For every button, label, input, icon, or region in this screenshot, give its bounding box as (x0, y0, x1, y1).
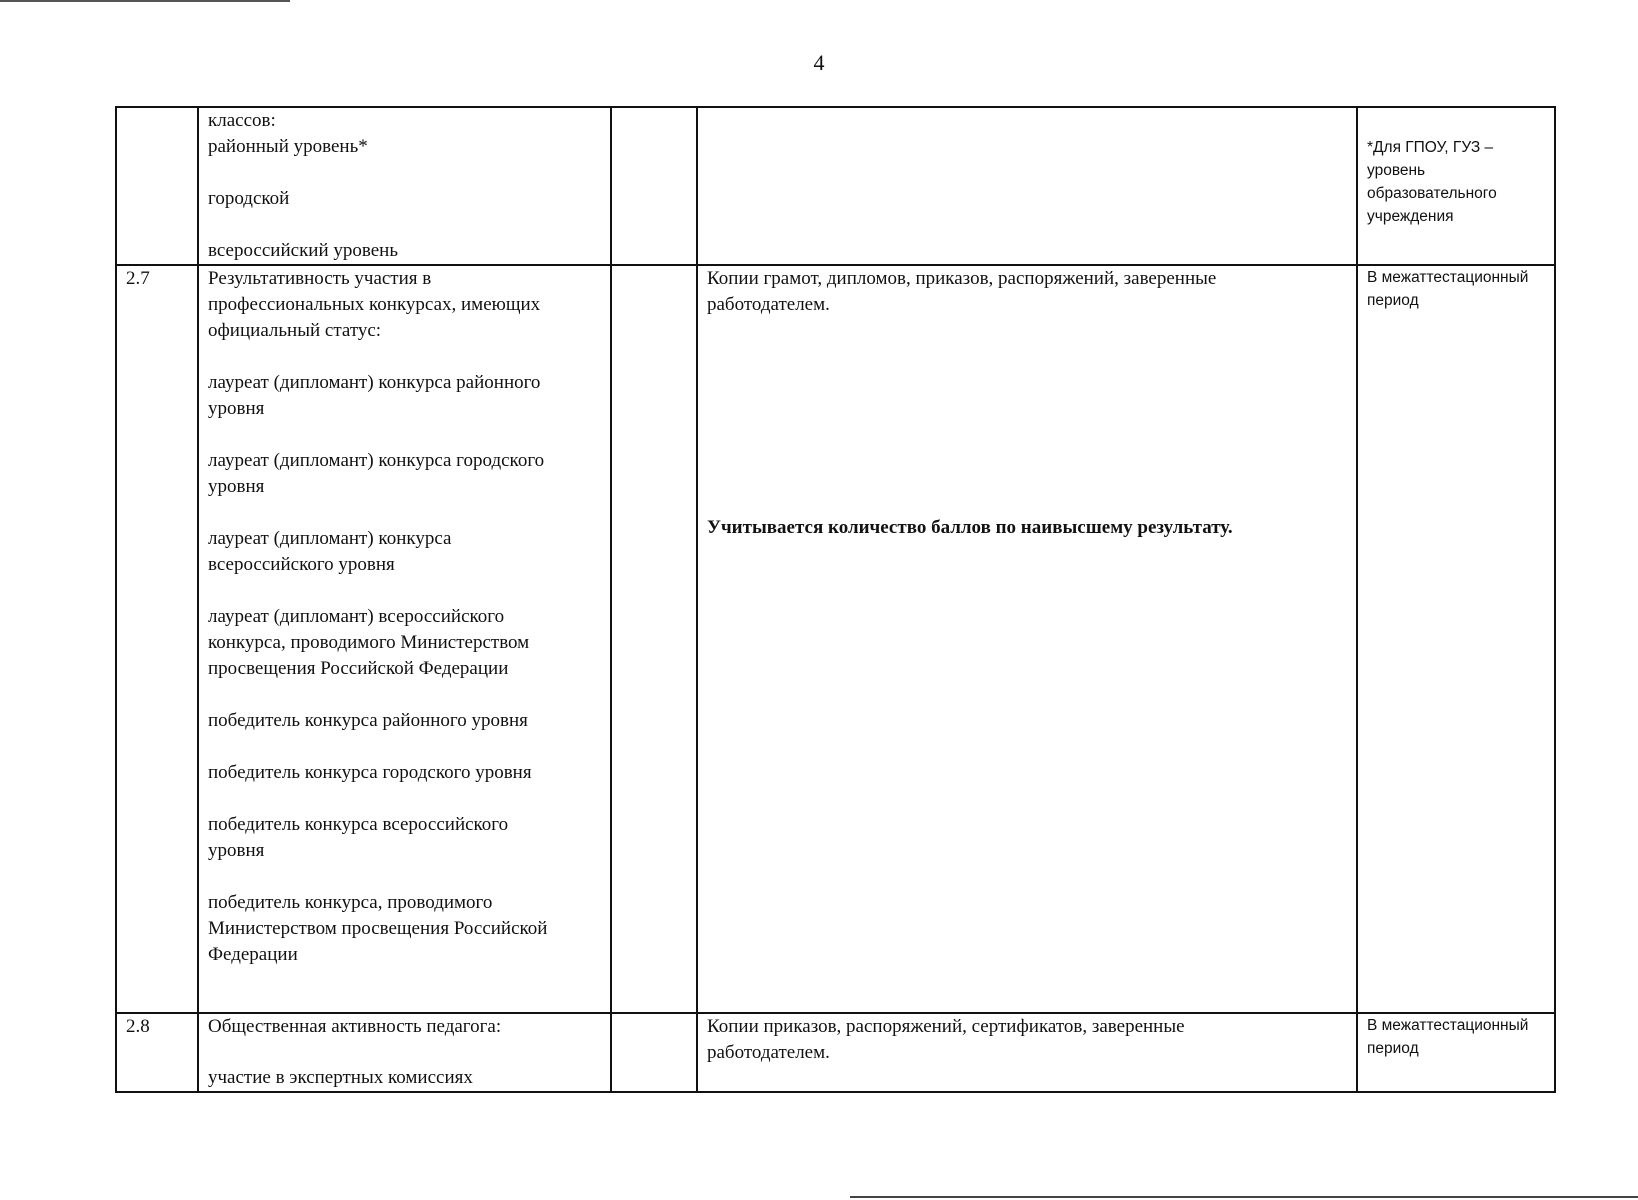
table-row (116, 1013, 1555, 1092)
documents-cell (697, 1013, 1357, 1092)
points-cell (611, 1013, 697, 1092)
documents-text: Копии приказов, распоряжений, сертификатов, заверенные работодателем. (707, 1016, 1185, 1063)
criterion-line: районный уровень* (208, 136, 368, 157)
criterion-line: всероссийский уровень (208, 240, 399, 261)
criterion-line: классов: (208, 110, 276, 131)
criterion-item: победитель конкурса городского уровня (208, 762, 532, 783)
criterion-line: городской (208, 188, 290, 209)
table-row (116, 265, 1555, 1013)
criterion-cell (198, 1013, 611, 1092)
criterion-item: лауреат (дипломант) конкурса районного уровня (208, 372, 541, 419)
criterion-item: победитель конкурса, проводимого Министерством просвещения Российской Федерации (208, 892, 548, 965)
criterion-item: лауреат (дипломант) конкурса городского уровня (208, 450, 545, 497)
scan-edge-bottom (850, 1196, 1638, 1198)
criterion-cell (198, 107, 611, 265)
criterion-heading: Результативность участия в профессиональных конкурсах, имеющих официальный статус: (208, 268, 541, 341)
note-text: *Для ГПОУ, ГУЗ – уровень образовательного учреждения (1367, 139, 1497, 225)
documents-cell (697, 265, 1357, 1013)
scan-edge-top (0, 0, 290, 2)
table-row (116, 107, 1555, 265)
points-cell (611, 107, 697, 265)
row-number-cell (116, 107, 198, 265)
criterion-item: участие в экспертных комиссиях (208, 1067, 473, 1088)
documents-emphasis: Учитывается количество баллов по наивысшему результату. (707, 517, 1233, 538)
points-cell (611, 265, 697, 1013)
note-cell (1357, 107, 1555, 265)
row-number-cell: 2.7 (116, 265, 198, 1013)
criterion-heading: Общественная активность педагога: (208, 1016, 502, 1037)
criterion-item: победитель конкурса всероссийского уровня (208, 814, 509, 861)
criterion-item: победитель конкурса районного уровня (208, 710, 528, 731)
criterion-cell (198, 265, 611, 1013)
criterion-item: лауреат (дипломант) всероссийского конкурса, проводимого Министерством просвещения Российской Федерации (208, 606, 530, 679)
note-text: В межаттестационный период (1367, 269, 1529, 309)
row-number-cell: 2.8 (116, 1013, 198, 1092)
note-text: В межаттестационный период (1367, 1017, 1529, 1057)
documents-text: Копии грамот, дипломов, приказов, распоряжений, заверенные работодателем. (707, 268, 1217, 315)
note-cell (1357, 265, 1555, 1013)
page-number: 4 (813, 50, 825, 75)
note-cell (1357, 1013, 1555, 1092)
criterion-item: лауреат (дипломант) конкурса всероссийского уровня (208, 528, 452, 575)
criteria-table (115, 106, 1556, 1093)
documents-cell (697, 107, 1357, 265)
